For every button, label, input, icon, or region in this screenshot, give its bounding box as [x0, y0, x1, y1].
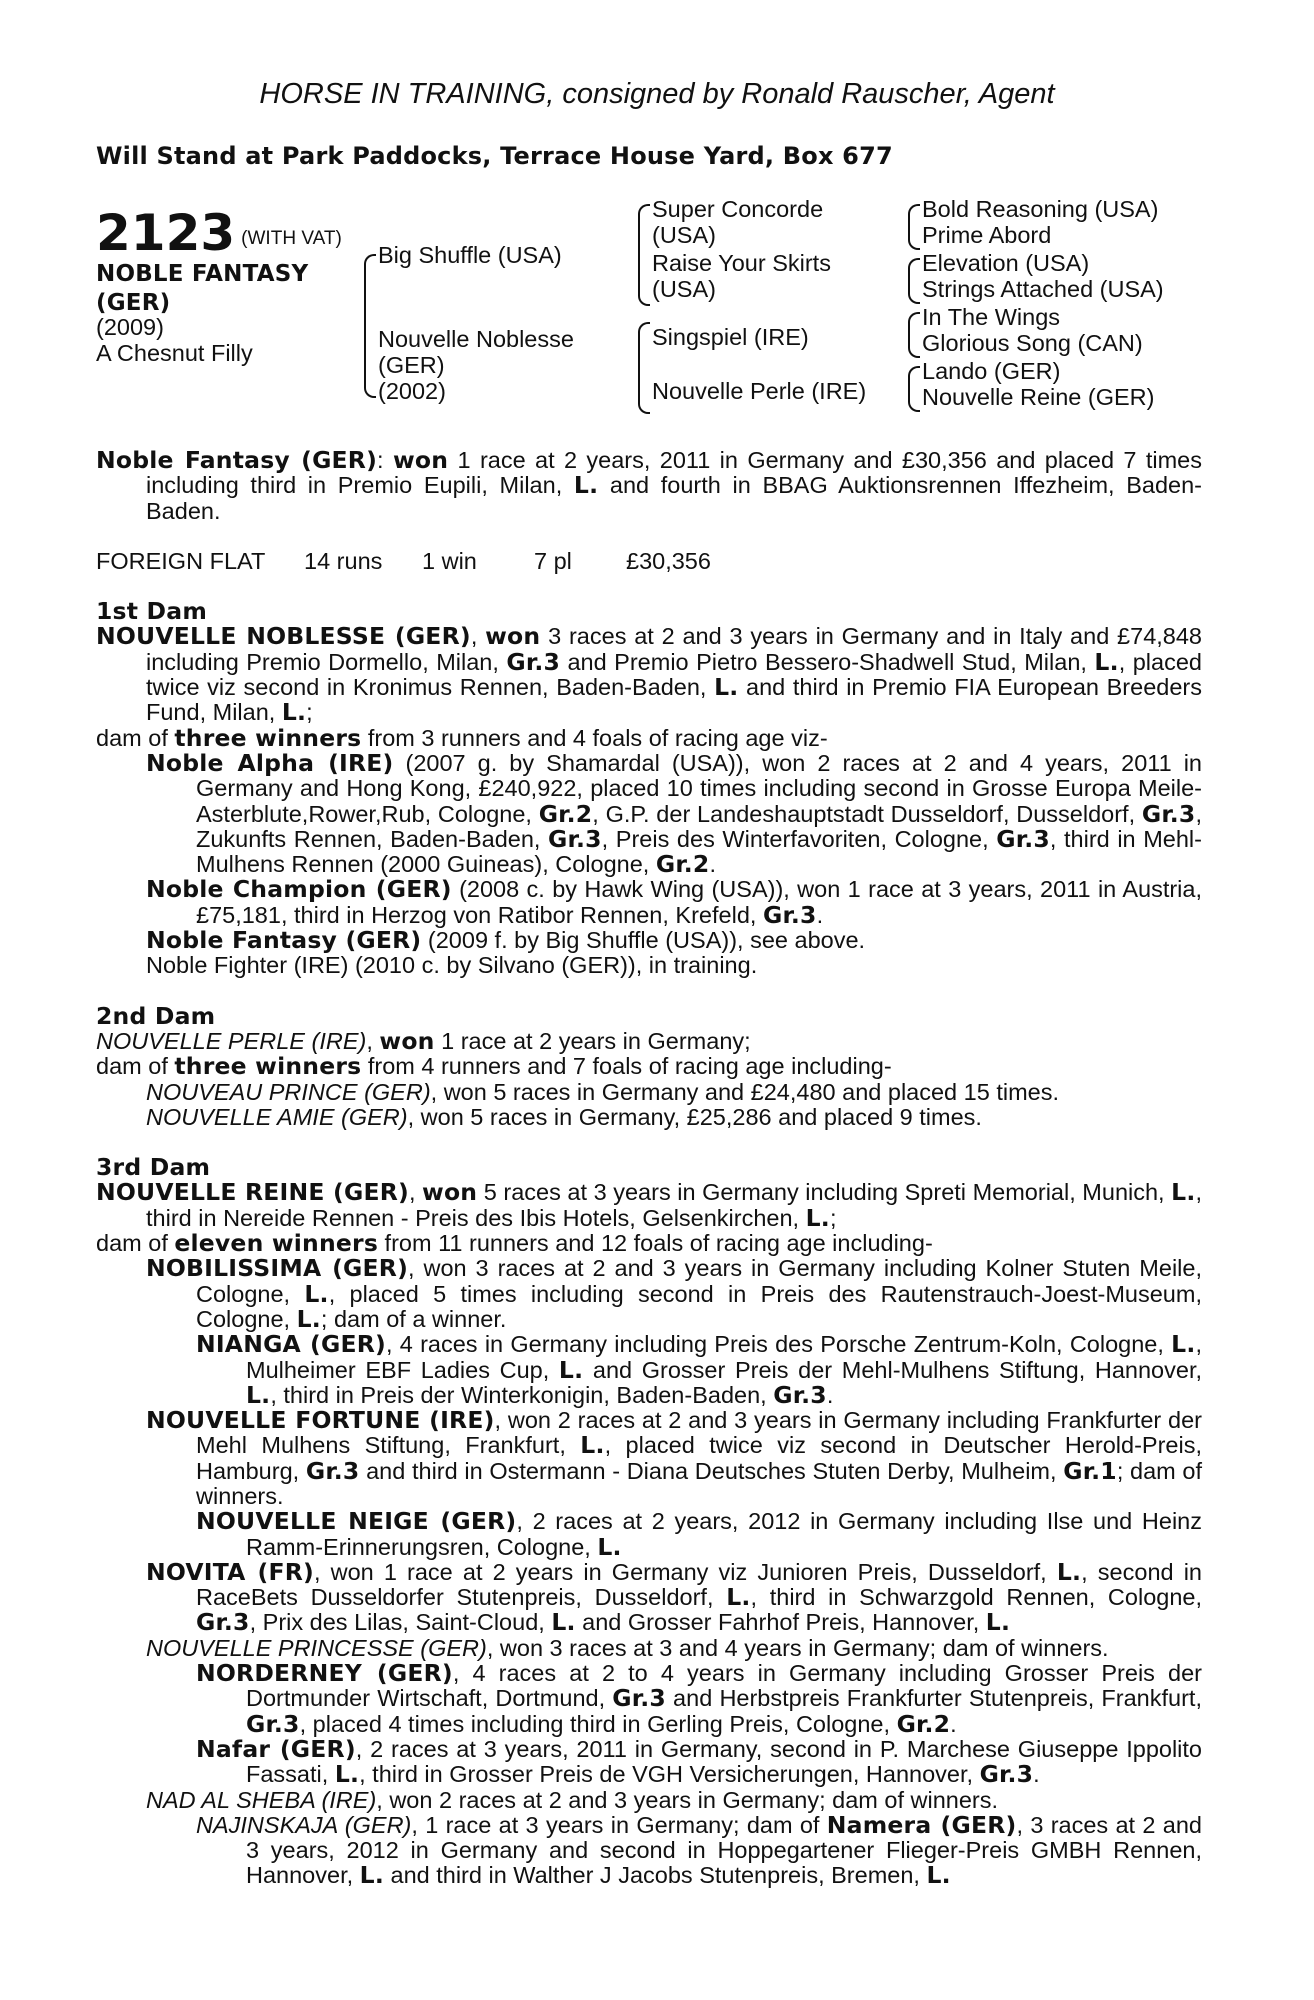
- produce-text: , won 1 race at 2 years in Germany viz Junioren Preis, Dusseldorf,: [313, 1558, 1057, 1585]
- produce-name: NOUVELLE AMIE (GER): [146, 1103, 408, 1130]
- grade: Gr.3: [612, 1684, 666, 1713]
- dam-line3: (2002): [378, 378, 446, 404]
- dam2-name: NOUVELLE PERLE (IRE): [96, 1027, 367, 1054]
- produce-name: NOUVELLE PRINCESSE (GER): [146, 1634, 487, 1661]
- listed: L.: [714, 673, 739, 702]
- produce-name: Noble Champion (GER): [146, 875, 452, 904]
- produce-name: Noble Alpha (IRE): [146, 748, 394, 777]
- listed: L.: [1171, 1330, 1196, 1359]
- produce-name: NORDERNEY (GER): [196, 1659, 453, 1688]
- produce-text: , G.P. der Landeshauptstadt Dusseldorf, Dusseldorf,: [592, 800, 1142, 827]
- grand-produce-entry: [96, 1734, 1203, 1789]
- produce-text: , won 5 races in Germany and £24,480 and placed 15 times.: [430, 1078, 1059, 1105]
- produce-text: , Prix des Lilas, Saint-Cloud,: [249, 1609, 552, 1636]
- produce-text: , second in RaceBets Dusseldorfer Stutenpreis, Dusseldorf,: [196, 1558, 1203, 1611]
- dam-line1: Nouvelle Noblesse: [378, 326, 574, 352]
- produce-text: , 2 races at 2 years, 2012 in Germany including Ilse und Heinz Ramm-Erinnerungsren, Cologne,: [246, 1508, 1203, 1560]
- dam3-produce-summary: [96, 1231, 1202, 1256]
- grade: Gr.3: [196, 1608, 250, 1637]
- produce-name: NAD AL SHEBA (IRE): [146, 1786, 377, 1813]
- pedigree-bracket-sd: [908, 258, 920, 304]
- catalogue-body: [96, 448, 1202, 1889]
- dam-dam-dam: Nouvelle Reine (GER): [922, 384, 1155, 410]
- produce-text: , won 5 races in Germany, £25,286 and placed 9 times.: [407, 1103, 982, 1130]
- grade: Gr.3: [979, 1760, 1034, 1789]
- summary-text2: and fourth in BBAG Auktionsrennen Iffezheim, Baden-Baden.: [146, 472, 1202, 524]
- produce-text: .: [826, 1381, 834, 1408]
- produce-text: , third in Mehl-Mulhens Rennen (2000 Guineas), Cologne,: [196, 825, 1202, 878]
- produce-text: .: [709, 851, 716, 878]
- produce-text: , won 2 races at 2 and 3 years in Germany including Frankfurter der Mehl Mulhens Stiftung, Frankfurt,: [196, 1407, 1202, 1459]
- produce-text: , 4 races in Germany including Preis des Porsche Zentrum-Koln, Cologne,: [385, 1331, 1172, 1358]
- record-wins: 1 win: [422, 547, 477, 574]
- produce-entry: [96, 1788, 1202, 1813]
- produce-name: Nafar (GER): [196, 1734, 356, 1763]
- listed: L.: [1094, 647, 1119, 676]
- spacer: [96, 574, 1202, 599]
- stand-location: Will Stand at Park Paddocks, Terrace House Yard, Box 677: [96, 142, 893, 170]
- pedigree-bracket-main: [364, 254, 376, 398]
- horse-name-line1: NOBLE FANTASY: [96, 261, 309, 287]
- sire-sire-line2: (USA): [652, 222, 716, 248]
- summary-text1: 1 race at 2 years, 2011 in Germany and £30,356 and placed 7 times including third in Premio Eupili, Milan,: [146, 447, 1202, 499]
- sire-dam-line2: (USA): [652, 276, 716, 302]
- produce-text: , Preis des Winterfavoriten, Cologne,: [601, 825, 997, 852]
- produce-name: NIANGA (GER): [196, 1330, 386, 1359]
- dam-dam-sire: Lando (GER): [922, 358, 1061, 384]
- dam1-won: won: [485, 622, 541, 651]
- summary-colon: :: [377, 447, 393, 473]
- produce-name: Namera (GER): [826, 1810, 1017, 1839]
- produce-text: dam of: [96, 724, 175, 751]
- grade: Gr.3: [305, 1456, 360, 1485]
- dam2-record: [96, 1026, 1202, 1055]
- listed: L.: [558, 1355, 584, 1384]
- grade: Gr.3: [1141, 799, 1196, 828]
- produce-entry: [96, 953, 1202, 978]
- listed: L.: [281, 698, 307, 727]
- horse-description: A Chesnut Filly: [96, 340, 253, 366]
- sire: Big Shuffle (USA): [378, 242, 562, 268]
- spacer: [96, 524, 1202, 549]
- grade: Gr.3: [773, 1380, 827, 1409]
- produce-name: NOBILISSIMA (GER): [146, 1254, 409, 1283]
- grade: Gr.3: [246, 1709, 300, 1738]
- produce-name: NOVITA (FR): [146, 1557, 314, 1586]
- produce-text: , Zukunfts Rennen, Baden-Baden,: [196, 800, 1202, 852]
- produce-text: , won 3 races at 2 and 3 years in Germany including Kolner Stuten Meile, Cologne,: [196, 1255, 1202, 1307]
- listed: L.: [296, 1304, 321, 1333]
- sire-sire-sire: Bold Reasoning (USA): [922, 196, 1159, 222]
- dam-dam: Nouvelle Perle (IRE): [652, 378, 867, 404]
- produce-entry: [96, 1636, 1202, 1661]
- produce-text: , Mulheimer EBF Ladies Cup,: [246, 1331, 1202, 1383]
- dam3-won: won: [422, 1178, 478, 1207]
- pedigree-bracket-dd: [908, 366, 920, 412]
- listed: L.: [551, 1608, 576, 1637]
- produce-text: , 3 races at 2 and 3 years, 2012 in Germany and second in Hoppegartener Flieger-Preis GMBH Rennen, Hannover,: [246, 1811, 1202, 1889]
- produce-text: , won 3 races at 3 and 4 years in Germany; dam of winners.: [486, 1634, 1109, 1661]
- produce-text: , third in Schwarzgold Rennen, Cologne,: [750, 1584, 1203, 1611]
- grade: Gr.1: [1063, 1456, 1117, 1485]
- listed: L.: [1056, 1557, 1082, 1586]
- produce-winners: three winners: [174, 723, 362, 752]
- summary-name: Noble Fantasy (GER): [96, 446, 378, 474]
- dam1-text: 3 races at 2 and 3 years in Germany and in Italy and £74,848 including Premio Dormello, Milan,: [146, 623, 1203, 675]
- produce-text: and Grosser Preis der Mehl-Mulhens Stiftung, Hannover,: [583, 1356, 1203, 1383]
- grade: Gr.2: [538, 799, 593, 828]
- produce-text: dam of: [96, 1230, 175, 1257]
- produce-text: , placed twice viz second in Deutscher Herold-Preis, Hamburg,: [196, 1432, 1202, 1484]
- produce-text: , placed 4 times including third in Gerling Preis, Cologne,: [299, 1710, 897, 1737]
- grade: Gr.2: [896, 1709, 951, 1738]
- horse-details: [96, 314, 253, 366]
- dam-sire-sire: In The Wings: [922, 304, 1061, 330]
- dam2-produce-summary: [96, 1054, 1202, 1079]
- dam1-produce-summary: [96, 723, 1202, 752]
- pedigree-bracket-ss: [908, 204, 920, 250]
- spacer: [96, 979, 1202, 1004]
- dam1-heading: 1st Dam: [96, 597, 208, 626]
- produce-entry: [96, 877, 1202, 928]
- dam2-text: 1 race at 2 years in Germany;: [434, 1027, 751, 1054]
- produce-entry: [96, 1105, 1202, 1130]
- produce-name: NOUVELLE NEIGE (GER): [196, 1507, 517, 1536]
- dam3-heading: 3rd Dam: [96, 1153, 211, 1182]
- dam1-text: , placed twice viz second in Kronimus Rennen, Baden-Baden,: [146, 648, 1202, 701]
- dam-sire-dam: Glorious Song (CAN): [922, 330, 1143, 356]
- listed: L.: [1171, 1178, 1196, 1207]
- sire-dam-dam: Strings Attached (USA): [922, 276, 1164, 302]
- vat-label: (WITH VAT): [241, 228, 342, 249]
- produce-text: (2007 g. by Shamardal (USA)), won 2 races at 2 and 4 years, 2011 in Germany and Hong Kong, £240,922, placed 10 times including second in Grosse Europa Meile-Asterblute,Rower,Rub, Cologne,: [196, 749, 1202, 827]
- dam-sire: Singspiel (IRE): [652, 324, 809, 350]
- produce-name: NAJINSKAJA (GER): [196, 1811, 412, 1838]
- dam1-text: ;: [306, 699, 313, 726]
- listed: L.: [334, 1760, 360, 1789]
- produce-text: , third in Grosser Preis de VGH Versicherungen, Hannover,: [359, 1761, 980, 1788]
- listed: L.: [246, 1380, 271, 1409]
- grade: Gr.3: [548, 824, 602, 853]
- dam1-text: and Premio Pietro Bessero-Shadwell Stud, Milan,: [560, 648, 1095, 675]
- horse-summary: [96, 448, 1202, 524]
- pedigree-bracket-ds: [908, 312, 920, 358]
- sire-dam-line1: Raise Your Skirts: [652, 250, 831, 276]
- produce-text: from 11 runners and 12 foals of racing age including-: [378, 1230, 933, 1257]
- produce-text: (2009 f. by Big Shuffle (USA)), see above.: [421, 927, 866, 954]
- produce-entry: [96, 1557, 1203, 1637]
- record-placed: 7 pl: [534, 547, 572, 574]
- dam1-record: NOUVELLE NOBLESSE (GER), won 3 races at 2 and 3 years in Germany and in Italy and £74,848 including Premio Dormello, Milan, Gr.3 and Premio Pietro Bessero-Shadwell Stud, Milan, L., placed twice viz second in Kronimus Rennen, Baden-Baden, L. and third in Premio FIA European Breeders Fund, Milan, L.;: [96, 622, 1203, 727]
- horse-name-line2: (GER): [96, 290, 171, 316]
- listed: L.: [304, 1279, 329, 1308]
- produce-text: and Herbstpreis Frankfurter Stutenpreis, Frankfurt,: [665, 1685, 1202, 1712]
- record-label: FOREIGN FLAT: [96, 547, 266, 574]
- summary-won: won: [392, 446, 449, 474]
- produce-text: .: [950, 1710, 957, 1737]
- grade: Gr.3: [762, 900, 817, 929]
- produce-text: and third in Ostermann - Diana Deutsches Stuten Derby, Mulheim,: [359, 1457, 1064, 1484]
- produce-text: , 1 race at 3 years in Germany; dam of: [411, 1811, 827, 1838]
- produce-name: Noble Fantasy (GER): [146, 926, 422, 955]
- horse-year: (2009): [96, 314, 164, 340]
- listed: L.: [805, 1203, 830, 1232]
- produce-text: , third in Preis der Winterkonigin, Baden-Baden,: [270, 1381, 774, 1408]
- produce-entry: [96, 928, 1202, 953]
- pedigree-bracket-dam: [638, 322, 650, 414]
- produce-entry: [96, 748, 1202, 879]
- produce-text: .: [1033, 1761, 1040, 1788]
- grade: Gr.2: [655, 850, 710, 879]
- dam2-won: won: [379, 1026, 435, 1055]
- grand-produce-entry: [96, 1810, 1202, 1890]
- produce-text: and third in Walther J Jacobs Stutenpreis, Bremen,: [383, 1862, 927, 1889]
- pedigree-bracket-sire: [638, 204, 650, 306]
- produce-text: , 4 races at 2 to 4 years in Germany including Grosser Preis der Dortmunder Wirtschaft, Dortmund,: [246, 1660, 1202, 1712]
- dam2-sep: ,: [366, 1027, 380, 1054]
- produce-text: ; dam of a winner.: [320, 1305, 507, 1332]
- sire-dam-sire: Elevation (USA): [922, 250, 1090, 276]
- listed: L.: [597, 1532, 622, 1561]
- record-runs: 14 runs: [304, 547, 383, 574]
- page-title: HORSE IN TRAINING, consigned by Ronald Rauscher, Agent: [259, 78, 1055, 110]
- produce-text: dam of: [96, 1053, 175, 1080]
- produce-text: , placed 5 times including second in Preis des Rautenstrauch-Joest-Museum, Cologne,: [196, 1280, 1202, 1332]
- lot-number-block: [96, 204, 342, 262]
- produce-entry: [96, 1256, 1202, 1332]
- produce-text: .: [816, 901, 824, 928]
- dam3-text: ;: [829, 1204, 837, 1231]
- pedigree-table: [96, 196, 1236, 426]
- dam3-text: 5 races at 3 years in Germany including Spreti Memorial, Munich,: [477, 1179, 1172, 1206]
- produce-text: from 3 runners and 4 foals of racing age viz-: [361, 724, 828, 751]
- sire-sire-dam: Prime Abord: [922, 222, 1052, 248]
- produce-text: ; dam of winners.: [196, 1457, 1202, 1509]
- listed: L.: [726, 1583, 751, 1612]
- lot-number: 2123: [96, 204, 236, 262]
- produce-text: , 2 races at 3 years, 2011 in Germany, second in P. Marchese Giuseppe Ippolito Fassati,: [246, 1735, 1203, 1788]
- listed: L.: [985, 1608, 1011, 1637]
- horse-name: [96, 260, 308, 318]
- produce-winners: eleven winners: [174, 1229, 379, 1258]
- dam3-text: , third in Nereide Rennen - Preis des Ibis Hotels, Gelsenkirchen,: [146, 1179, 1202, 1231]
- dam-line2: (GER): [378, 352, 445, 378]
- summary-listed: L.: [573, 471, 599, 500]
- produce-text: (2008 c. by Hawk Wing (USA)), won 1 race at 3 years, 2011 in Austria, £75,181, third in Herzog von Ratibor Rennen, Krefeld,: [196, 876, 1202, 928]
- sire-sire-line1: Super Concorde: [652, 196, 824, 222]
- grand-produce-entry: [96, 1332, 1202, 1408]
- produce-name: NOUVELLE FORTUNE (IRE): [146, 1406, 495, 1435]
- produce-text: , won 2 races at 2 and 3 years in Germany; dam of winners.: [376, 1786, 999, 1813]
- produce-text: and Grosser Fahrhof Preis, Hannover,: [575, 1609, 986, 1636]
- listed: L.: [359, 1861, 384, 1890]
- grade: Gr.3: [996, 824, 1050, 853]
- grand-produce-entry: [96, 1661, 1202, 1737]
- dam1-text: and third in Premio FIA European Breeders Fund, Milan,: [146, 674, 1202, 726]
- record-earnings: £30,356: [626, 547, 711, 574]
- spacer: [96, 1130, 1202, 1155]
- dam2-heading: 2nd Dam: [96, 1001, 216, 1030]
- race-record: [96, 549, 1202, 574]
- grade: Gr.3: [506, 647, 560, 676]
- produce-winners: three winners: [174, 1052, 362, 1081]
- dam1-name: NOUVELLE NOBLESSE (GER): [96, 622, 471, 651]
- dam3-record: NOUVELLE REINE (GER), won 5 races at 3 years in Germany including Spreti Memorial, Munich, L., third in Nereide Rennen - Preis des Ibis Hotels, Gelsenkirchen, L.;: [96, 1178, 1202, 1232]
- produce-name: NOUVEAU PRINCE (GER): [146, 1078, 431, 1105]
- produce-entry: [96, 1080, 1202, 1105]
- produce-text: Noble Fighter (IRE) (2010 c. by Silvano (GER)), in training.: [146, 952, 758, 979]
- produce-entry: [96, 1408, 1202, 1509]
- grand-produce-entry: [96, 1509, 1202, 1560]
- listed: L.: [580, 1431, 605, 1460]
- produce-text: from 4 runners and 7 foals of racing age including-: [361, 1053, 892, 1080]
- listed: L.: [926, 1861, 951, 1890]
- dam3-name: NOUVELLE REINE (GER): [96, 1178, 409, 1207]
